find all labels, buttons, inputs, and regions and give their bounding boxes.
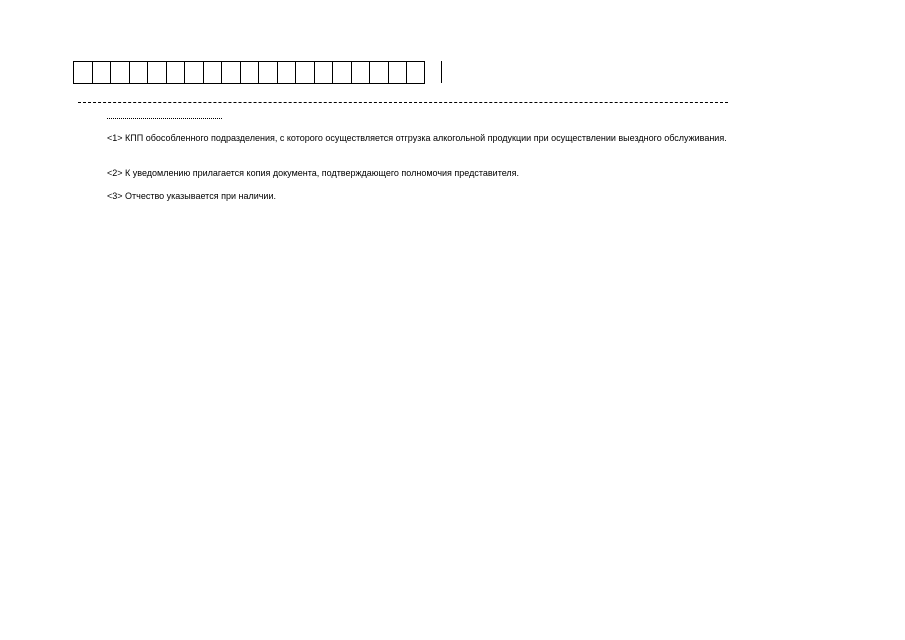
code-entry-cell[interactable] [332, 61, 351, 84]
code-entry-cell[interactable] [129, 61, 148, 84]
code-entry-cell[interactable] [351, 61, 370, 84]
code-entry-cell[interactable] [258, 61, 277, 84]
code-entry-cell[interactable] [203, 61, 222, 84]
code-entry-cell[interactable] [166, 61, 185, 84]
code-entry-cell[interactable] [369, 61, 388, 84]
code-entry-cell[interactable] [110, 61, 129, 84]
code-entry-cell[interactable] [92, 61, 111, 84]
footnote-2: <2> К уведомлению прилагается копия документа, подтверждающего полномочия представителя. [107, 168, 520, 178]
footnote-1: <1> КПП обособленного подразделения, с которого осуществляется отгрузка алкогольной продукции при осуществлении выездного обслуживания. [107, 133, 727, 143]
code-entry-cell[interactable] [295, 61, 314, 84]
code-entry-cell[interactable] [184, 61, 203, 84]
footnote-3: <3> Отчество указывается при наличии. [107, 191, 276, 201]
code-entry-cell[interactable] [73, 61, 92, 84]
code-entry-cell[interactable] [388, 61, 407, 84]
code-entry-cell[interactable] [406, 61, 425, 84]
code-entry-cell[interactable] [277, 61, 296, 84]
footnote-separator [107, 118, 222, 119]
code-entry-cells[interactable] [73, 61, 425, 84]
code-entry-terminator [441, 61, 442, 83]
cut-line-separator [78, 102, 728, 103]
code-entry-cell[interactable] [314, 61, 333, 84]
code-entry-cell[interactable] [221, 61, 240, 84]
code-entry-cell[interactable] [240, 61, 259, 84]
code-entry-cell[interactable] [147, 61, 166, 84]
